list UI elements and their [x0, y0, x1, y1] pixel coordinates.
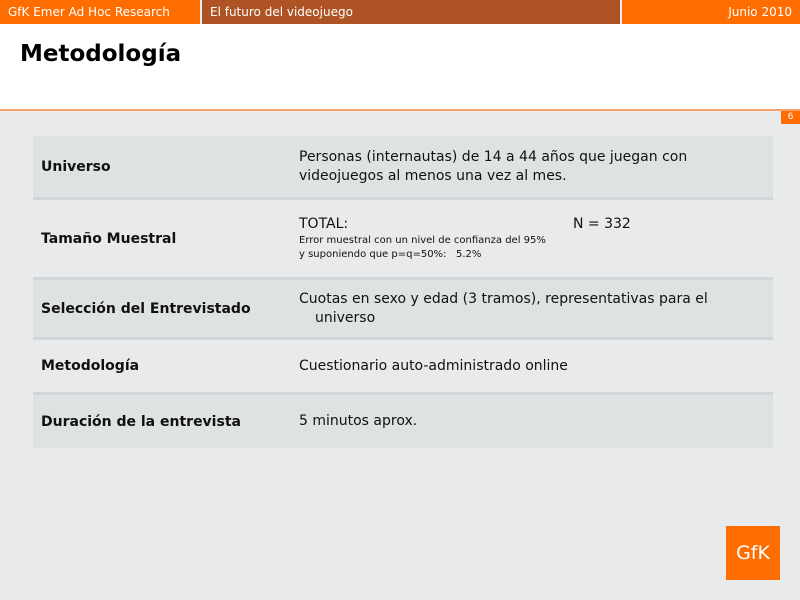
gfk-logo: GfK	[726, 526, 780, 580]
total-value: N = 332	[573, 216, 631, 232]
row-value-line: Cuotas en sexo y edad (3 tramos), representativas para el	[299, 290, 708, 307]
row-label: Tamaño Muestral	[41, 230, 177, 247]
header-bar	[0, 0, 800, 24]
row-value: 5 minutos aprox.	[299, 413, 418, 429]
table-row	[33, 136, 773, 200]
page-number: 6	[781, 111, 800, 124]
row-value	[299, 148, 773, 186]
row-value-line: videojuegos al menos una vez al mes.	[299, 167, 567, 184]
table-row	[33, 395, 773, 448]
methodology-table	[33, 136, 773, 448]
row-label: Duración de la entrevista	[41, 413, 241, 430]
sampling-error-note: Error muestral con un nivel de confianza del 95%	[299, 235, 546, 246]
header-date: Junio 2010	[622, 0, 800, 24]
total-label: TOTAL:	[299, 216, 349, 232]
row-label: Selección del Entrevistado	[41, 300, 251, 317]
page-title: Metodología	[20, 41, 182, 67]
row-label: Metodología	[41, 358, 140, 374]
table-row	[33, 200, 773, 280]
total-line	[299, 215, 763, 234]
table-row	[33, 280, 773, 340]
header-company: GfK Emer Ad Hoc Research	[0, 0, 200, 24]
table-row	[33, 340, 773, 395]
row-value: Cuestionario auto-administrado online	[299, 357, 568, 374]
row-value-line: Personas (internautas) de 14 a 44 años que juegan con	[299, 148, 688, 165]
row-label: Universo	[41, 158, 111, 175]
title-divider	[0, 109, 800, 111]
sampling-error-note: y suponiendo que p=q=50%: 5.2%	[299, 249, 482, 260]
row-value	[299, 290, 773, 328]
row-value-line: universo	[315, 309, 376, 326]
row-value	[299, 215, 773, 262]
title-area	[0, 24, 800, 109]
header-study-title: El futuro del videojuego	[202, 0, 620, 24]
